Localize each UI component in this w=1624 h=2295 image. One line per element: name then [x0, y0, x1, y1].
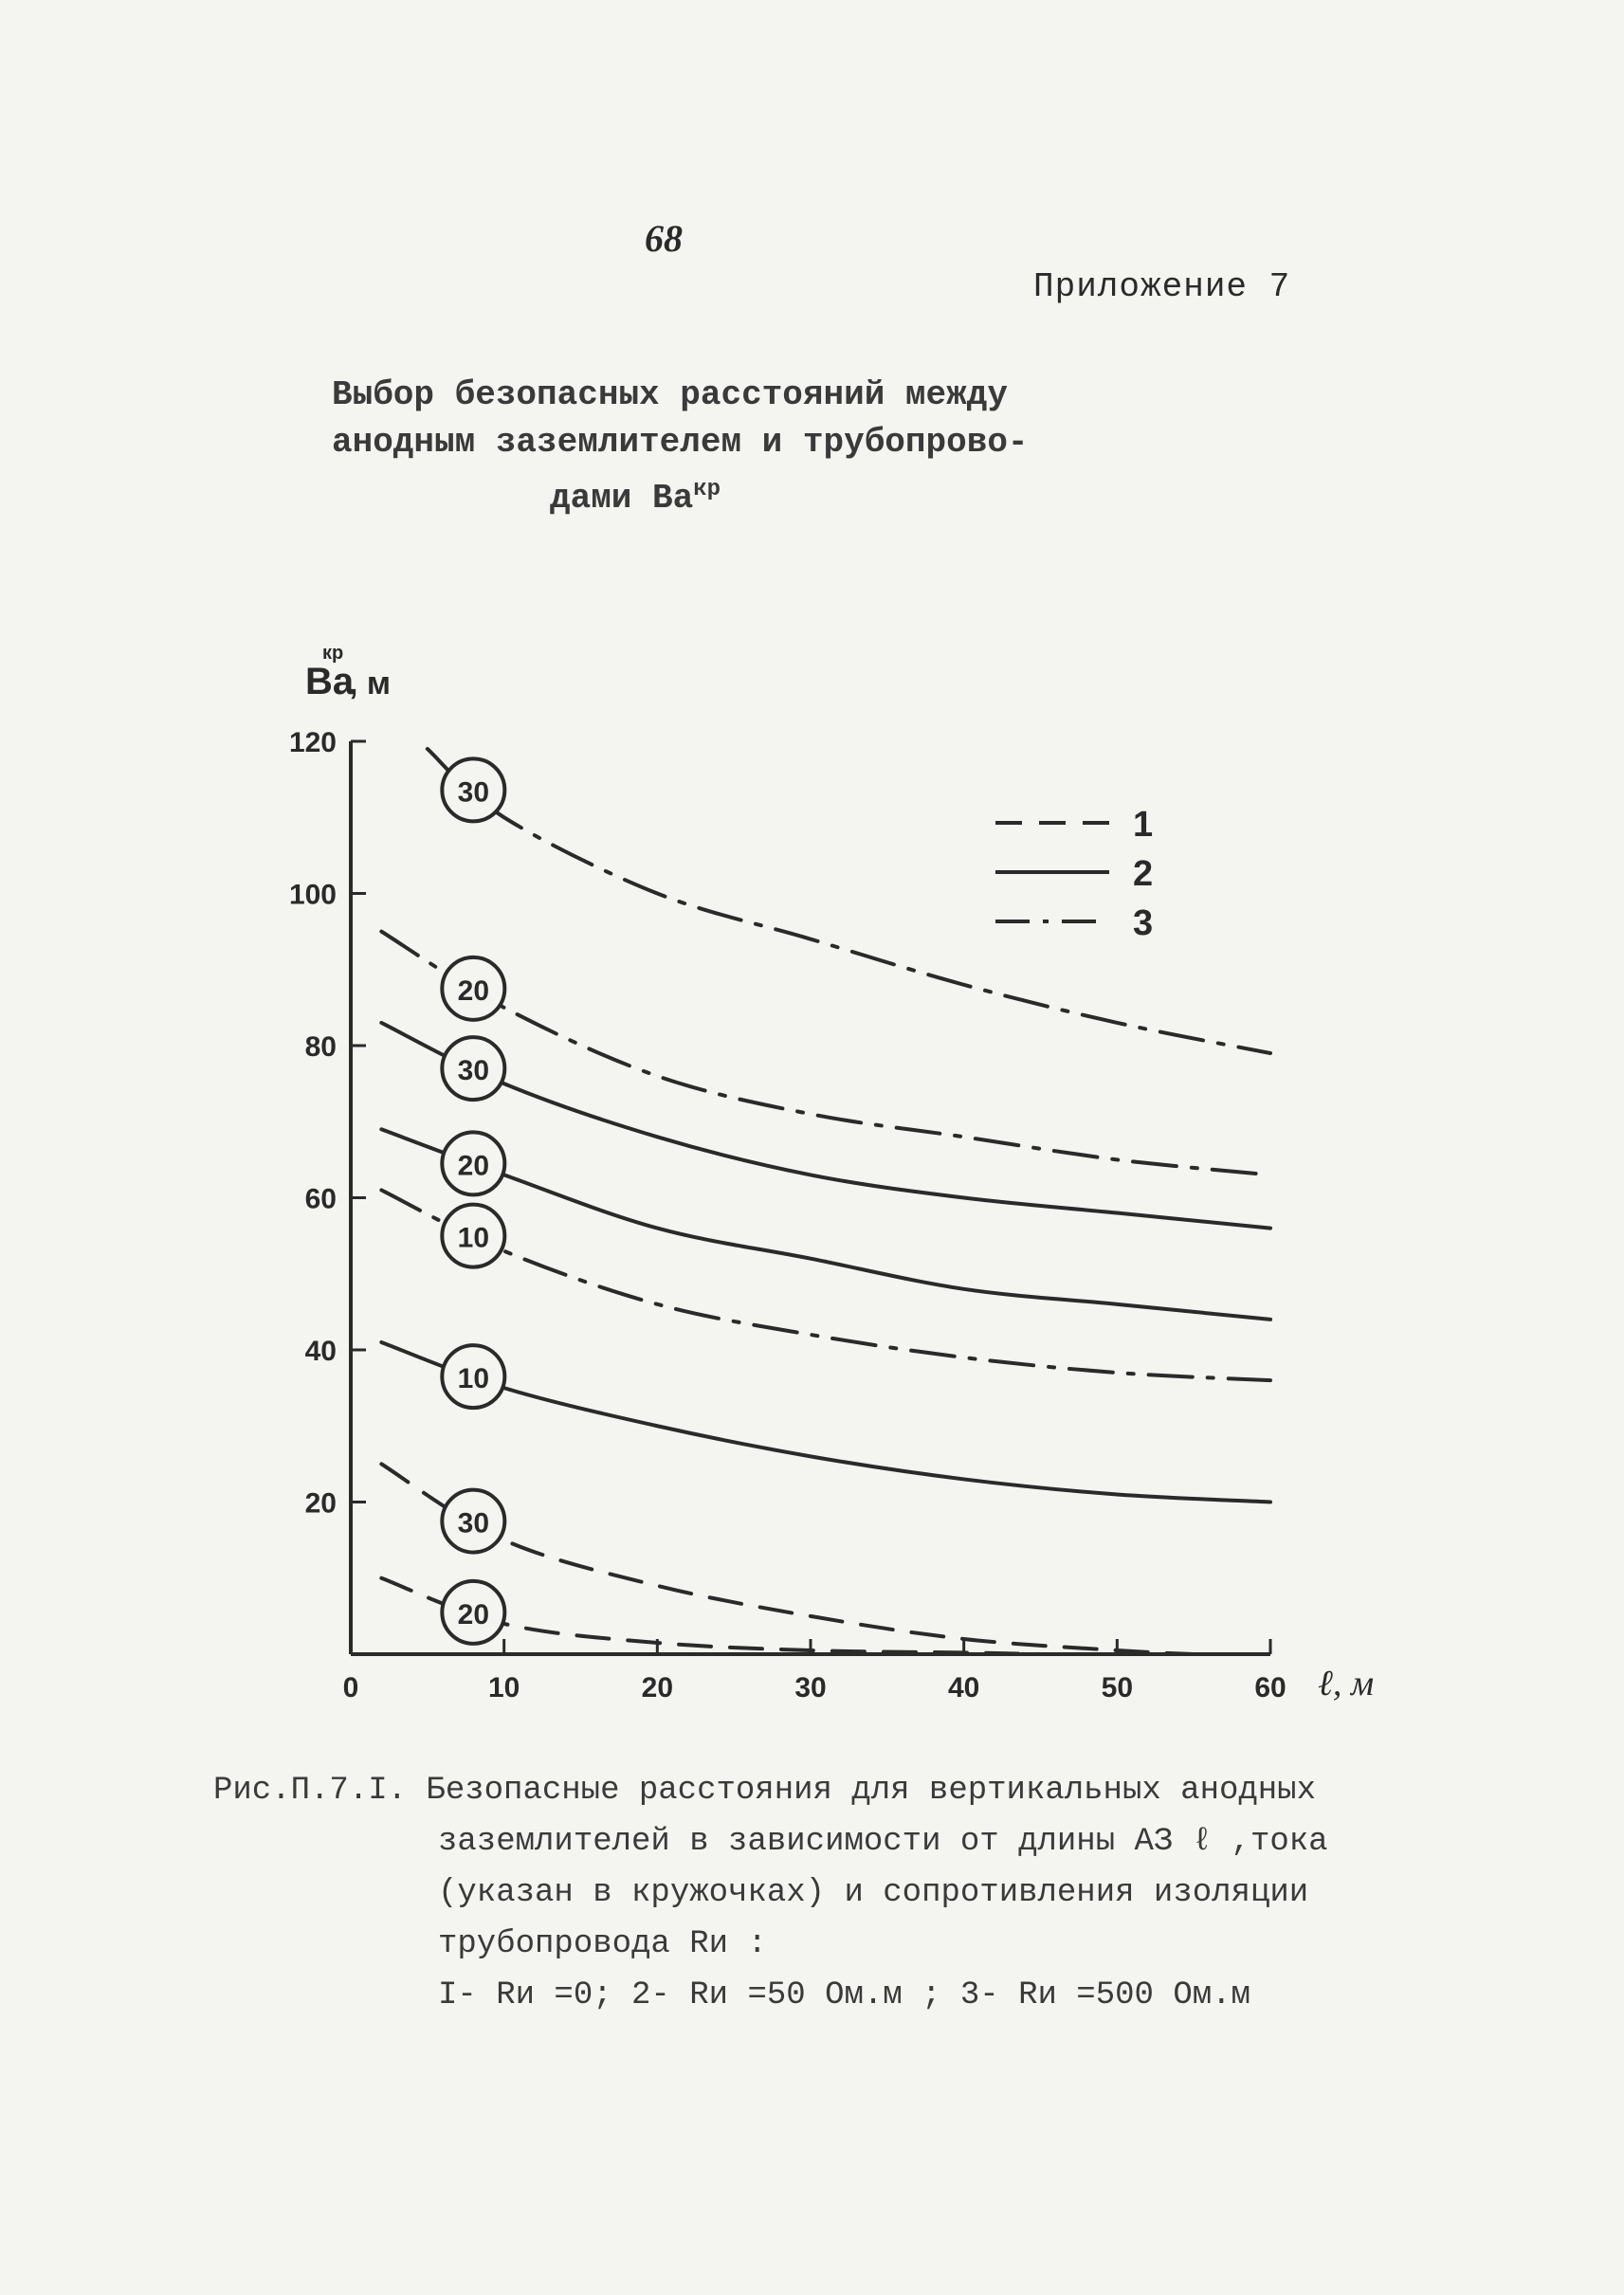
- current-marker-label: 10: [457, 1222, 490, 1254]
- x-tick-label: 20: [641, 1672, 674, 1703]
- title-line-1: Выбор безопасных расстояний между: [332, 375, 1008, 414]
- current-marker-label: 20: [457, 1150, 490, 1182]
- y-axis-label-sup: кр: [322, 643, 344, 664]
- x-axis-label: ℓ, м: [1318, 1664, 1375, 1703]
- legend-label: 1: [1133, 805, 1154, 845]
- current-marker-label: 10: [457, 1363, 490, 1395]
- x-tick-label: 50: [1101, 1672, 1134, 1703]
- x-tick-label: 0: [342, 1672, 359, 1703]
- current-marker-label: 20: [457, 1598, 490, 1630]
- caption-line-3: (указан в кружочках) и сопротивления изоляции: [438, 1875, 1309, 1911]
- series-line: [381, 1129, 1270, 1320]
- x-tick-label: 30: [794, 1672, 827, 1703]
- caption-line-2: заземлителей в зависимости от длины АЗ ℓ ,тока: [438, 1824, 1328, 1860]
- y-tick-label: 120: [288, 727, 337, 758]
- x-tick-label: 40: [947, 1672, 980, 1703]
- series-line: [381, 1023, 1270, 1229]
- legend-label: 2: [1133, 854, 1154, 894]
- current-marker-label: 30: [457, 776, 490, 809]
- current-marker-label: 30: [457, 1055, 490, 1087]
- series-line: [428, 749, 1270, 1053]
- current-marker-label: 20: [457, 974, 490, 1007]
- title-line-3-sup: кр: [693, 477, 721, 502]
- y-tick-label: 60: [304, 1183, 337, 1215]
- series-line: [381, 1342, 1270, 1503]
- y-tick-label: 20: [304, 1487, 337, 1520]
- x-tick-label: 60: [1254, 1672, 1286, 1703]
- figure-caption: [213, 1765, 1446, 2021]
- series-line: [381, 1190, 1270, 1380]
- y-axis-label-unit: , м: [349, 665, 392, 701]
- page-number: 68: [645, 217, 683, 260]
- current-marker-label: 30: [457, 1507, 490, 1539]
- y-axis-label: Ва: [305, 661, 355, 702]
- y-tick-label: 100: [288, 879, 337, 911]
- caption-line-5: I- Rи =0; 2- Rи =50 Ом.м ; 3- Rи =500 Ом.м: [438, 1977, 1250, 2013]
- series-line: [381, 932, 1270, 1175]
- caption-line-4: трубопровода Rи :: [438, 1926, 767, 1962]
- x-tick-label: 10: [487, 1672, 520, 1703]
- caption-line-1: Рис.П.7.I. Безопасные расстояния для вертикальных анодных: [213, 1773, 1316, 1809]
- legend-label: 3: [1133, 903, 1154, 943]
- y-tick-label: 80: [304, 1031, 337, 1063]
- appendix-label: Приложение 7: [1033, 267, 1291, 306]
- y-tick-label: 40: [304, 1336, 337, 1367]
- chart-markers: [442, 758, 504, 1644]
- chart-legend: [995, 805, 1153, 943]
- title-line-3-text: дами Ва: [550, 479, 694, 518]
- title-line-2: анодным заземлителем и трубопрово-: [332, 423, 1029, 462]
